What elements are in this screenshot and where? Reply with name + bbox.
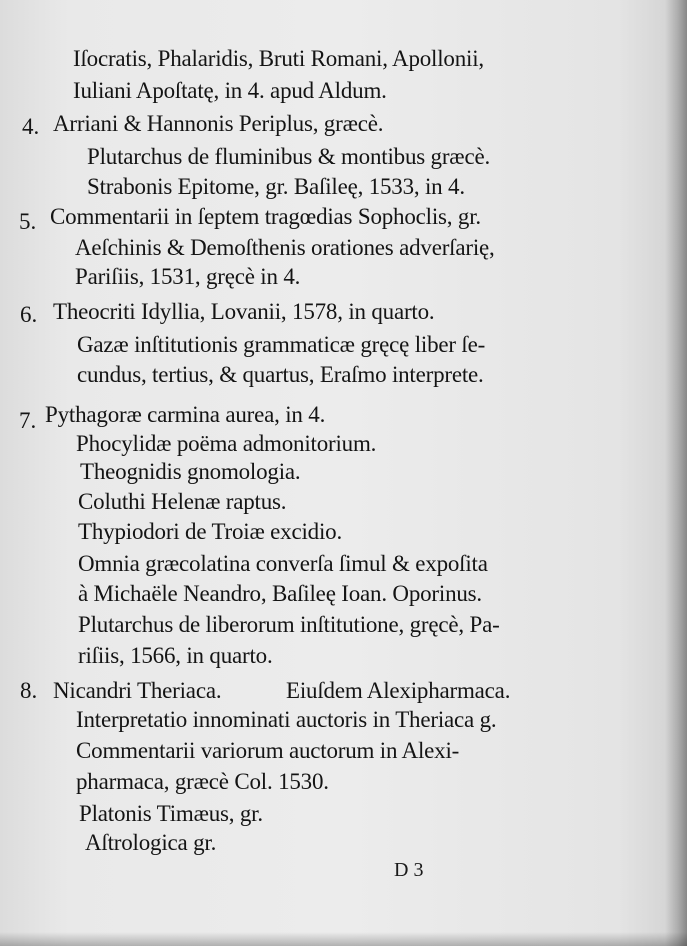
page-edge-shadow	[665, 0, 687, 946]
text-line: Plutarchus de fluminibus & montibus græcè.	[87, 144, 491, 169]
text-line: Commentarii variorum auctorum in Alexi-	[76, 738, 460, 763]
text-line: Aſtrologica gr.	[85, 830, 217, 855]
entry-number: 4.	[22, 114, 40, 139]
text-line: cundus, tertius, & quartus, Eraſmo interprete.	[77, 362, 484, 387]
text-line: Strabonis Epitome, gr. Baſileę, 1533, in 4.	[87, 174, 465, 199]
page-signature: D 3	[394, 859, 424, 881]
entry-number: 5.	[19, 209, 37, 234]
text-line: Iſocratis, Phalaridis, Bruti Romani, Apollonii,	[73, 46, 484, 71]
text-line: Theognidis gnomologia.	[80, 459, 301, 484]
text-line: Theocriti Idyllia, Lovanii, 1578, in quarto.	[53, 299, 435, 324]
text-line: Plutarchus de liberorum inſtitutione, gręcè, Pa-	[78, 612, 500, 637]
text-line: pharmaca, græcè Col. 1530.	[76, 769, 329, 794]
entry-number: 6.	[20, 302, 38, 327]
text-line: Pythagoræ carmina aurea, in 4.	[45, 402, 326, 427]
text-line: Eiuſdem Alexipharmaca.	[286, 678, 511, 703]
text-line: Interpretatio innominati auctoris in Theriaca g.	[76, 707, 497, 732]
text-line: Thypiodori de Troiæ excidio.	[78, 519, 343, 544]
text-line: Omnia græcolatina converſa ſimul & expoſita	[78, 551, 488, 576]
text-line: riſiis, 1566, in quarto.	[78, 643, 273, 668]
text-line: Platonis Timæus, gr.	[79, 801, 263, 826]
text-line: Coluthi Helenæ raptus.	[78, 489, 287, 514]
text-line: Pariſiis, 1531, gręcè in 4.	[75, 264, 301, 289]
text-line: Nicandri Theriaca.	[53, 678, 222, 703]
page-bottom-shadow	[0, 932, 687, 946]
entry-number: 7.	[19, 408, 37, 433]
text-line: à Michaële Neandro, Baſileę Ioan. Oporinus.	[78, 581, 482, 606]
text-line: Gazæ inſtitutionis grammaticæ gręcę liber ſe-	[77, 332, 486, 357]
text-line: Commentarii in ſeptem tragœdias Sophoclis, gr.	[50, 204, 481, 229]
entry-number: 8.	[20, 678, 38, 703]
text-line: Phocylidæ poëma admonitorium.	[76, 431, 377, 456]
text-line: Aeſchinis & Demoſthenis orationes adverſarię,	[75, 235, 495, 260]
text-line: Iuliani Apoſtatę, in 4. apud Aldum.	[73, 78, 387, 103]
text-line: Arriani & Hannonis Periplus, græcè.	[53, 111, 384, 136]
